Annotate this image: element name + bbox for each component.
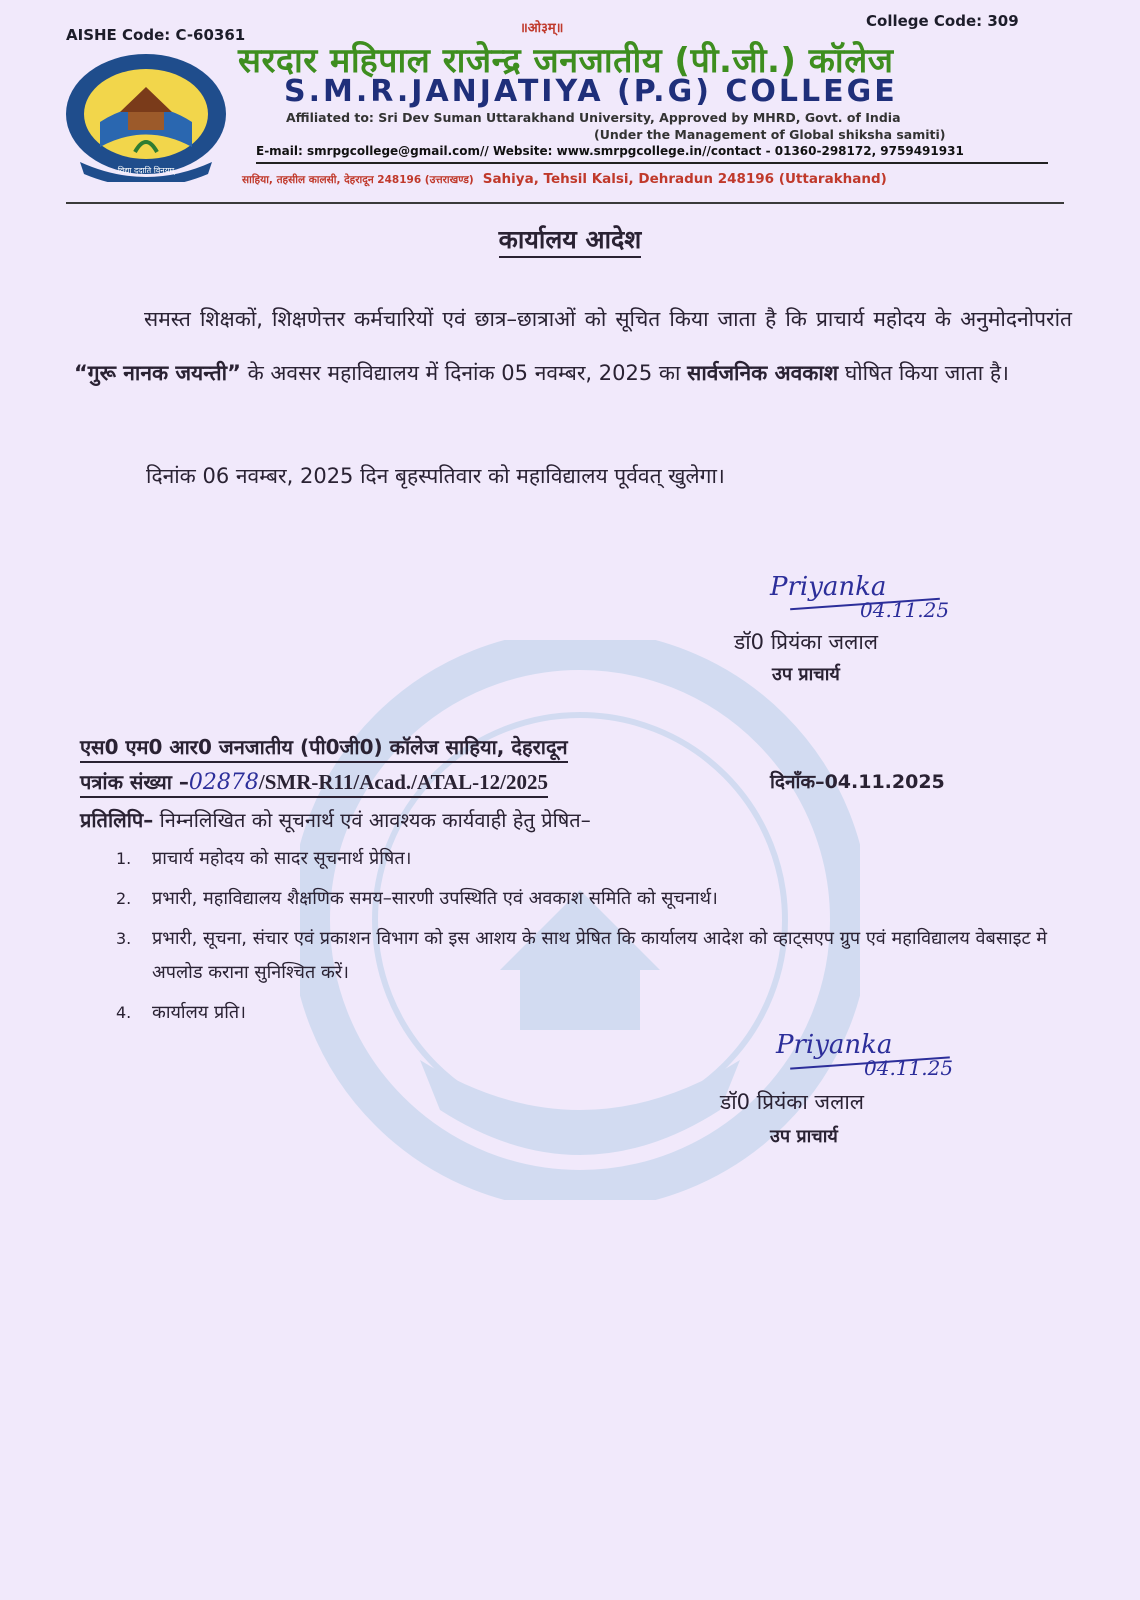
para1-holiday: सार्वजनिक अवकाश <box>687 361 839 385</box>
signer-designation-2: उप प्राचार्य <box>770 1126 838 1147</box>
list-item-number: 1. <box>116 849 132 868</box>
handwritten-date-2: 04.11.25 <box>864 1056 954 1080</box>
address-line <box>242 168 887 187</box>
signer-name-1: डॉ0 प्रियंका जलाल <box>734 630 879 654</box>
letter-number <box>80 768 548 798</box>
copy-text: निम्नलिखित को सूचनार्थ एवं आवश्यक कार्यवाही हेतु प्रेषित– <box>153 808 591 832</box>
address-english: Sahiya, Tehsil Kalsi, Dehradun 248196 (Uttarakhand) <box>482 171 887 187</box>
para1-part-b: के अवसर महाविद्यालय में दिनांक 05 नवम्बर, 2025 का <box>240 361 688 385</box>
list-item <box>116 842 1076 876</box>
reference-college-line: एस0 एम0 आर0 जनजातीय (पी0जी0) कॉलेज साहिया, देहरादून <box>80 733 568 763</box>
list-item-number: 3. <box>116 929 132 948</box>
handwritten-signature-2: Priyanka <box>776 1030 893 1060</box>
copy-intro <box>80 806 591 833</box>
college-name-english: S.M.R.JANJATIYA (P.G) COLLEGE <box>284 74 898 109</box>
affiliation-line: Affiliated to: Sri Dev Suman Uttarakhand University, Approved by MHRD, Govt. of India <box>286 110 901 125</box>
order-paragraph-1 <box>74 292 1072 400</box>
distribution-list <box>116 842 1076 1036</box>
letter-number-suffix: /SMR-R11/Acad./ATAL-12/2025 <box>258 770 549 794</box>
order-title <box>0 222 1140 256</box>
para1-festival: “गुरू नानक जयन्ती” <box>74 361 241 385</box>
letter-number-handwritten: 02878 <box>188 770 259 795</box>
list-item-text: कार्यालय प्रति। <box>152 1002 246 1023</box>
reference-date: दिनाँक–04.11.2025 <box>770 771 945 793</box>
para1-part-a: समस्त शिक्षकों, शिक्षणेत्तर कर्मचारियों एवं छात्र–छात्राओं को सूचित किया जाता है कि प्राचार्य महोदय के अनुमोदनोपरांत <box>144 307 1072 331</box>
contact-line: E-mail: smrpgcollege@gmail.com// Website: www.smrpgcollege.in//contact - 01360-298172, 9759491931 <box>256 144 1048 164</box>
college-logo <box>60 52 232 182</box>
order-title-text: कार्यालय आदेश <box>499 225 642 258</box>
handwritten-signature-1: Priyanka <box>770 572 887 602</box>
copy-label: प्रतिलिपि– <box>80 808 154 832</box>
list-item <box>116 882 1076 916</box>
list-item-number: 2. <box>116 889 132 908</box>
om-symbol: ॥ओ३म्॥ <box>520 21 564 36</box>
address-hindi: साहिया, तहसील कालसी, देहरादून 248196 (उत्तराखण्ड) <box>242 174 474 186</box>
order-paragraph-2: दिनांक 06 नवम्बर, 2025 दिन बृहस्पतिवार को महाविद्यालय पूर्ववत् खुलेगा। <box>146 464 725 488</box>
list-item-number: 4. <box>116 1003 132 1022</box>
list-item-text: प्राचार्य महोदय को सादर सूचनार्थ प्रेषित। <box>152 848 412 869</box>
list-item-text: प्रभारी, सूचना, संचार एवं प्रकाशन विभाग को इस आशय के साथ प्रेषित कि कार्यालय आदेश को व्हाट्सएप ग्रुप एवं महाविद्यालय वेबसाइट मे अपलोड कराना सुनिश्चित करें। <box>152 928 1048 983</box>
list-item-text: प्रभारी, महाविद्यालय शैक्षणिक समय–सारणी उपस्थिति एवं अवकाश समिति को सूचनार्थ। <box>152 888 718 909</box>
para1-part-c: घोषित किया जाता है। <box>838 361 1009 385</box>
list-item <box>116 922 1076 990</box>
header-divider <box>66 202 1064 204</box>
college-code: College Code: 309 <box>866 12 1019 30</box>
handwritten-date-1: 04.11.25 <box>860 598 950 622</box>
letter-number-label: पत्रांक संख्या – <box>80 770 189 794</box>
signer-designation-1: उप प्राचार्य <box>772 664 840 685</box>
college-name-hindi: सरदार महिपाल राजेन्द्र जनजातीय (पी.जी.) कॉलेज <box>238 41 894 81</box>
signer-name-2: डॉ0 प्रियंका जलाल <box>720 1090 865 1114</box>
aishe-code: AISHE Code: C-60361 <box>66 26 246 44</box>
list-item <box>116 996 1076 1030</box>
management-line: (Under the Management of Global shiksha samiti) <box>594 127 946 142</box>
logo-motto: विद्या ददाति विनयम् <box>117 166 175 175</box>
